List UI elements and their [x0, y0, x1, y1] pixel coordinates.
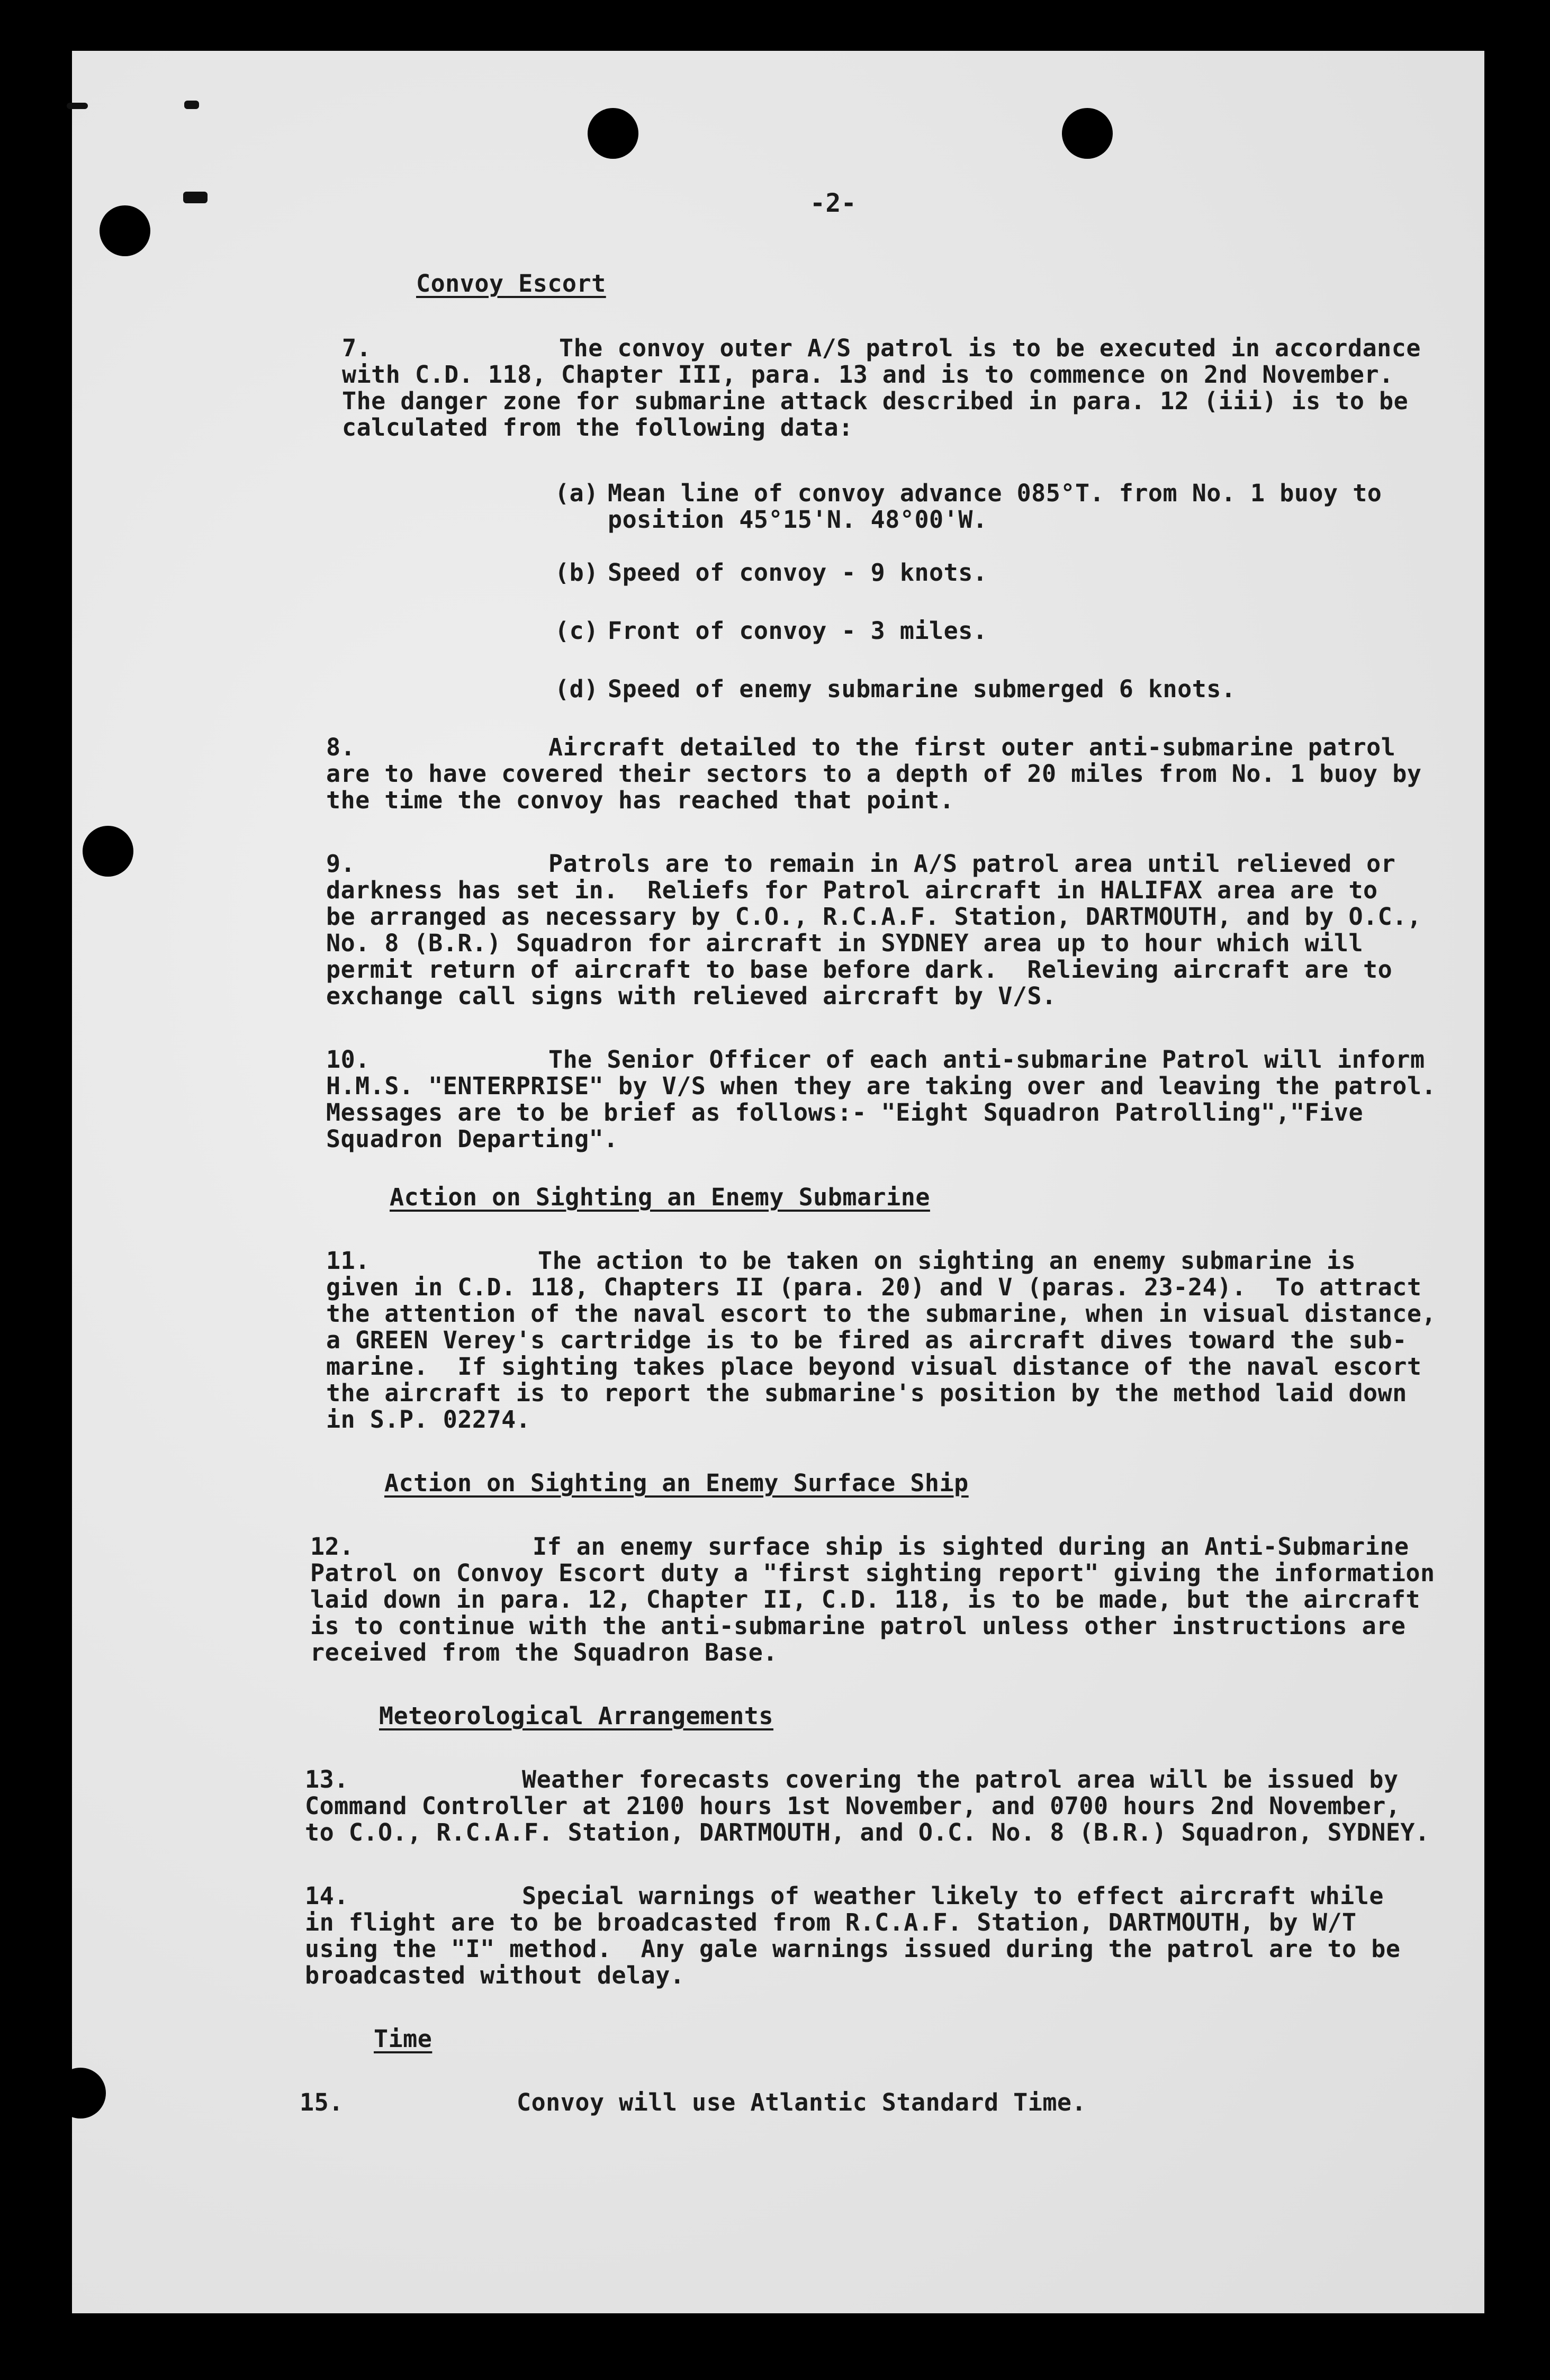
list-item-marker: (a)	[555, 479, 599, 507]
section-heading: Action on Sighting an Enemy Submarine	[390, 1183, 930, 1211]
list-item-line: position 45°15'N. 48°00'W.	[608, 506, 988, 534]
paragraph-line: laid down in para. 12, Chapter II, C.D. 118, is to be made, but the aircraft	[310, 1585, 1421, 1613]
list-item-marker: (c)	[555, 617, 599, 645]
paragraph-line: Special warnings of weather likely to effect aircraft while	[522, 1882, 1384, 1910]
paragraph-number: 7.	[342, 334, 372, 362]
punch-hole-top-right	[1062, 108, 1113, 159]
list-item-line: Speed of convoy - 9 knots.	[608, 558, 988, 587]
paragraph-line: are to have covered their sectors to a depth of 20 miles from No. 1 buoy by	[326, 760, 1422, 788]
document-page	[72, 51, 1484, 2313]
paragraph-line: calculated from the following data:	[342, 413, 853, 441]
paragraph-number: 12.	[310, 1532, 354, 1561]
paragraph-line: a GREEN Verey's cartridge is to be fired as aircraft dives toward the sub-	[326, 1326, 1407, 1354]
section-heading: Meteorological Arrangements	[379, 1702, 773, 1730]
punch-hole-left-1	[100, 205, 150, 256]
punch-hole-top-left	[588, 108, 638, 159]
list-item-marker: (b)	[555, 558, 599, 587]
paragraph-number: 11.	[326, 1247, 370, 1275]
paragraph-line: using the "I" method. Any gale warnings issued during the patrol are to be	[305, 1935, 1401, 1963]
list-item-line: Front of convoy - 3 miles.	[608, 617, 988, 645]
paragraph-number: 13.	[305, 1765, 349, 1793]
ink-smudge	[183, 192, 208, 203]
paragraph-line: H.M.S. "ENTERPRISE" by V/S when they are taking over and leaving the patrol.	[326, 1072, 1437, 1100]
paragraph-line: permit return of aircraft to base before dark. Relieving aircraft are to	[326, 955, 1393, 984]
section-heading: Convoy Escort	[416, 269, 606, 298]
paragraph-line: Command Controller at 2100 hours 1st November, and 0700 hours 2nd November,	[305, 1792, 1401, 1820]
paragraph-line: The action to be taken on sighting an enemy submarine is	[538, 1247, 1356, 1275]
paragraph-line: If an enemy surface ship is sighted during an Anti-Submarine	[533, 1532, 1409, 1561]
punch-hole-left-3	[55, 2068, 106, 2118]
paragraph-line: The danger zone for submarine attack described in para. 12 (iii) is to be	[342, 387, 1409, 415]
paragraph-line: be arranged as necessary by C.O., R.C.A.F. Station, DARTMOUTH, and by O.C.,	[326, 903, 1422, 931]
paragraph-line: in flight are to be broadcasted from R.C.A.F. Station, DARTMOUTH, by W/T	[305, 1908, 1357, 1936]
section-heading: Time	[374, 2025, 432, 2053]
paragraph-number: 14.	[305, 1882, 349, 1910]
paragraph-line: Messages are to be brief as follows:- "Eight Squadron Patrolling","Five	[326, 1098, 1364, 1126]
paragraph-line: Patrols are to remain in A/S patrol area until relieved or	[548, 850, 1396, 878]
paragraph-line: Patrol on Convoy Escort duty a "first sighting report" giving the information	[310, 1559, 1435, 1587]
paragraph-line: Weather forecasts covering the patrol area will be issued by	[522, 1765, 1399, 1793]
paragraph-line: given in C.D. 118, Chapters II (para. 20) and V (paras. 23-24). To attract	[326, 1273, 1422, 1301]
paragraph-line: broadcasted without delay.	[305, 1961, 685, 1989]
list-item-line: Speed of enemy submarine submerged 6 knots.	[608, 675, 1236, 703]
page-number: -2-	[810, 188, 857, 218]
paragraph-line: is to continue with the anti-submarine patrol unless other instructions are	[310, 1612, 1406, 1640]
paragraph-line: exchange call signs with relieved aircraft by V/S.	[326, 982, 1057, 1010]
paragraph-number: 9.	[326, 850, 356, 878]
paragraph-line: the aircraft is to report the submarine's position by the method laid down	[326, 1379, 1407, 1407]
paragraph-line: the attention of the naval escort to the submarine, when in visual distance,	[326, 1300, 1437, 1328]
paragraph-number: 8.	[326, 733, 356, 761]
list-item-line: Mean line of convoy advance 085°T. from No. 1 buoy to	[608, 479, 1382, 507]
paragraph-line: received from the Squadron Base.	[310, 1638, 778, 1666]
paragraph-line: The convoy outer A/S patrol is to be executed in accordance	[559, 334, 1421, 362]
paragraph-line: No. 8 (B.R.) Squadron for aircraft in SYDNEY area up to hour which will	[326, 929, 1364, 957]
paragraph-line: with C.D. 118, Chapter III, para. 13 and is to commence on 2nd November.	[342, 360, 1394, 389]
paragraph-line: the time the convoy has reached that point.	[326, 786, 954, 814]
paragraph-line: darkness has set in. Reliefs for Patrol aircraft in HALIFAX area are to	[326, 876, 1378, 904]
ink-smudge	[67, 103, 88, 109]
paragraph-line: The Senior Officer of each anti-submarine Patrol will inform	[548, 1045, 1425, 1074]
paragraph-number: 10.	[326, 1045, 370, 1074]
paragraph-number: 15.	[300, 2088, 344, 2116]
paragraph-line: to C.O., R.C.A.F. Station, DARTMOUTH, and O.C. No. 8 (B.R.) Squadron, SYDNEY.	[305, 1818, 1430, 1846]
ink-smudge	[184, 101, 199, 109]
paragraph-line: Aircraft detailed to the first outer anti-submarine patrol	[548, 733, 1396, 761]
paragraph-line: marine. If sighting takes place beyond visual distance of the naval escort	[326, 1353, 1422, 1381]
paragraph-line: Squadron Departing".	[326, 1125, 618, 1153]
section-heading: Action on Sighting an Enemy Surface Ship	[384, 1469, 969, 1497]
paragraph-line: Convoy will use Atlantic Standard Time.	[517, 2088, 1087, 2116]
punch-hole-left-2	[83, 826, 133, 877]
paragraph-line: in S.P. 02274.	[326, 1405, 531, 1434]
list-item-marker: (d)	[555, 675, 599, 703]
